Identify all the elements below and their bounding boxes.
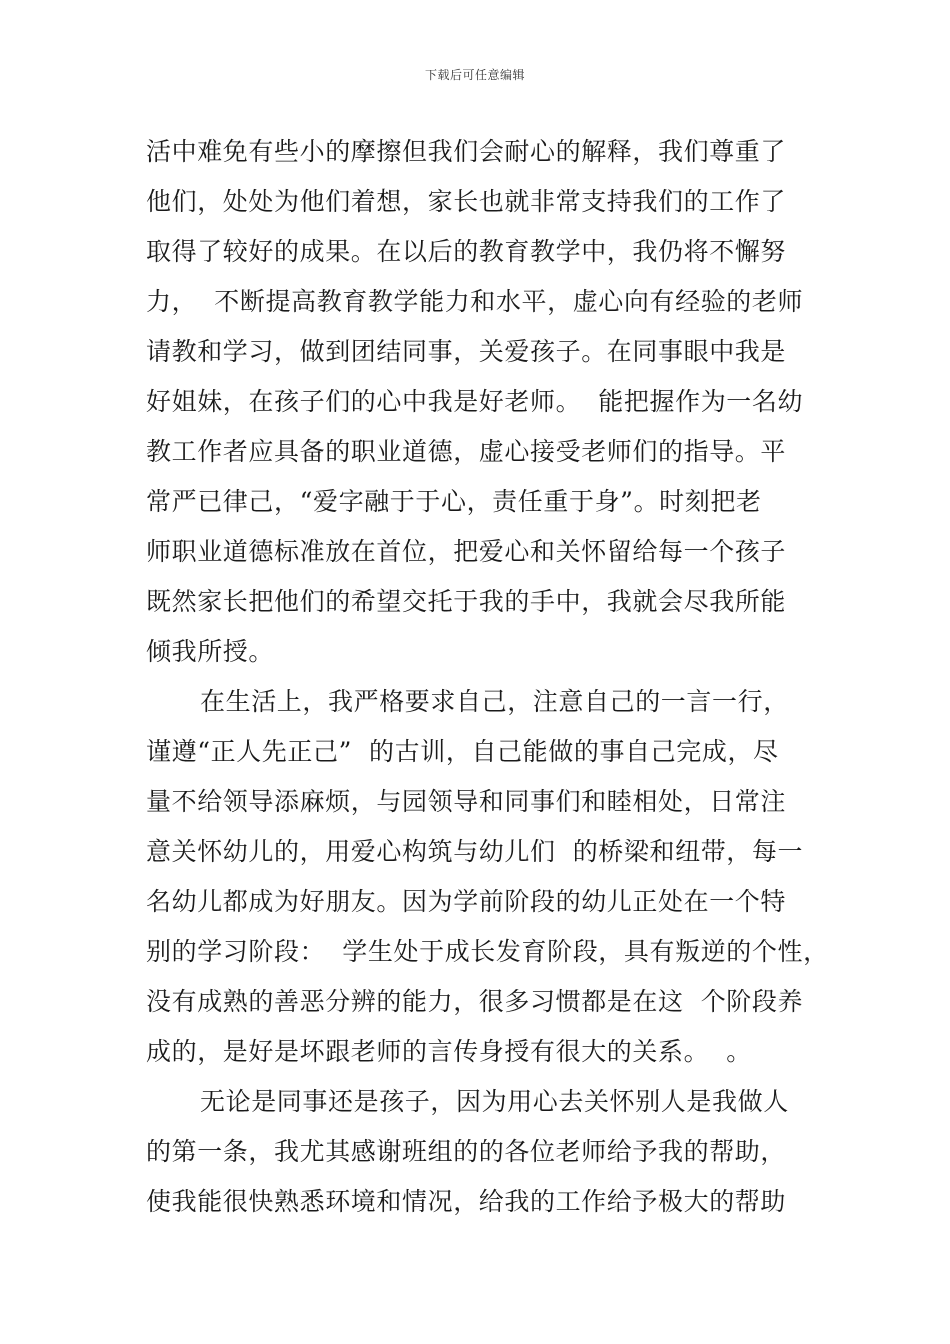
document-body (146, 127, 836, 1227)
text-line: 既然家长把他们的希望交托于我的手中，我就会尽我所能 (146, 587, 787, 616)
text-line: 名幼儿都成为好朋友。因为学前阶段的幼儿正处在一个特 (146, 887, 787, 916)
text-line: 好姐妹，在孩子们的心中我是好老师。 能把握作为一名幼 (146, 387, 804, 416)
text-line: 教工作者应具备的职业道德，虚心接受老师们的指导。平 (146, 437, 787, 466)
text-line: 量不给领导添麻烦，与园领导和同事们和睦相处，日常注 (146, 787, 787, 816)
text-line: 的第一条，我尤其感谢班组的的各位老师给予我的帮助， (146, 1137, 787, 1166)
paragraph-first-line: 无论是同事还是孩子，因为用心去关怀别人是我做人 (200, 1087, 789, 1116)
text-line: 谨遵“正人先正己” 的古训，自己能做的事自己完成，尽 (146, 737, 779, 766)
text-line: 没有成熟的善恶分辨的能力，很多习惯都是在这 个阶段养 (146, 987, 804, 1016)
text-line: 常严已律己，“爱字融于于心，责任重于身”。时刻把老 (146, 487, 762, 516)
text-line: 意关怀幼儿的，用爱心构筑与幼儿们 的桥梁和纽带，每一 (146, 837, 804, 866)
text-line: 取得了较好的成果。在以后的教育教学中，我仍将不懈努 (146, 237, 787, 266)
text-line: 力， 不断提高教育教学能力和水平，虚心向有经验的老师 (146, 287, 804, 316)
paragraph-first-line: 在生活上，我严格要求自己，注意自己的一言一行， (200, 687, 789, 716)
text-line: 他们，处处为他们着想，家长也就非常支持我们的工作了 (146, 187, 787, 216)
text-line: 别的学习阶段： 学生处于成长发育阶段，具有叛逆的个性， (146, 937, 829, 966)
text-line: 活中难免有些小的摩擦但我们会耐心的解释，我们尊重了 (146, 137, 787, 166)
page-header: 下载后可任意编辑 (424, 68, 525, 82)
text-line: 倾我所授。 (146, 637, 275, 666)
text-line: 请教和学习，做到团结同事，关爱孩子。在同事眼中我是 (146, 337, 787, 366)
text-line: 使我能很快熟悉环境和情况，给我的工作给予极大的帮助 (146, 1187, 787, 1216)
text-line: 师职业道德标准放在首位，把爱心和关怀留给每一个孩子 (146, 537, 787, 566)
text-line: 成的，是好是坏跟老师的言传身授有很大的关系。 。 (146, 1037, 752, 1066)
